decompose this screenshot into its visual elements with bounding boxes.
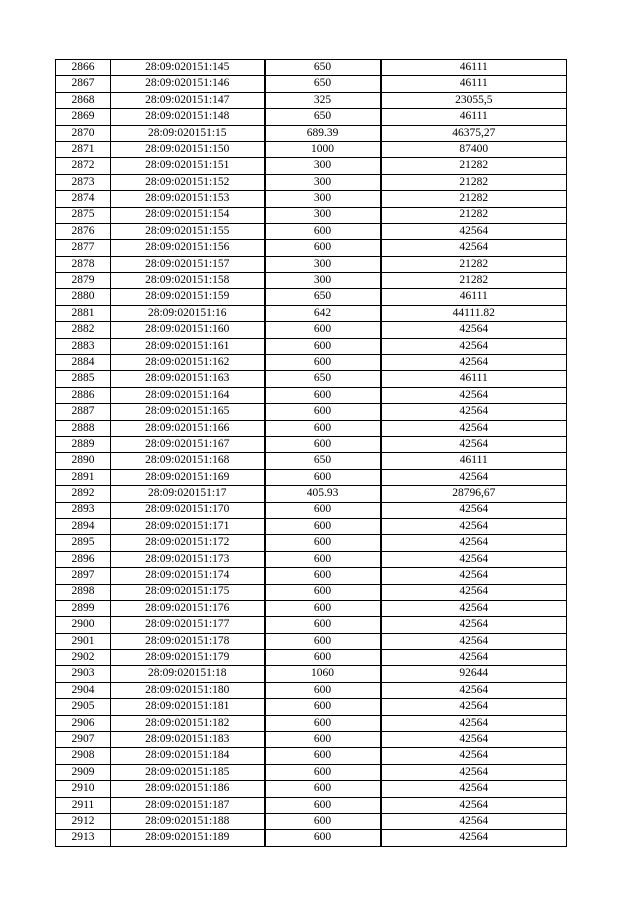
row-number-cell: 2898 [56,584,111,600]
row-number-cell: 2907 [56,732,111,748]
row-number-cell: 2874 [56,191,111,207]
table-row [56,191,567,207]
value-cell: 42564 [381,781,567,797]
area-cell: 600 [265,650,381,666]
cadastral-number-cell: 28:09:020151:166 [111,420,265,436]
row-number-cell: 2909 [56,764,111,780]
row-number-cell: 2912 [56,813,111,829]
value-cell: 42564 [381,518,567,534]
row-number-cell: 2913 [56,830,111,846]
cadastral-number-cell: 28:09:020151:186 [111,781,265,797]
value-cell: 46111 [381,76,567,92]
value-cell: 42564 [381,748,567,764]
area-cell: 600 [265,223,381,239]
value-cell: 42564 [381,469,567,485]
area-cell: 600 [265,584,381,600]
area-cell: 325 [265,92,381,108]
cadastral-number-cell: 28:09:020151:179 [111,650,265,666]
row-number-cell: 2903 [56,666,111,682]
table-row [56,404,567,420]
area-cell: 600 [265,420,381,436]
value-cell: 42564 [381,715,567,731]
cadastral-number-cell: 28:09:020151:188 [111,813,265,829]
cadastral-number-cell: 28:09:020151:159 [111,289,265,305]
table-row [56,813,567,829]
table-row [56,125,567,141]
table-row [56,174,567,190]
area-cell: 600 [265,502,381,518]
cadastral-number-cell: 28:09:020151:177 [111,617,265,633]
row-number-cell: 2866 [56,60,111,76]
area-cell: 1060 [265,666,381,682]
row-number-cell: 2888 [56,420,111,436]
value-cell: 87400 [381,141,567,157]
row-number-cell: 2872 [56,158,111,174]
row-number-cell: 2883 [56,338,111,354]
table-row [56,551,567,567]
cadastral-number-cell: 28:09:020151:157 [111,256,265,272]
value-cell: 42564 [381,338,567,354]
value-cell: 21282 [381,174,567,190]
row-number-cell: 2875 [56,207,111,223]
cadastral-number-cell: 28:09:020151:16 [111,305,265,321]
table-row [56,830,567,846]
cadastral-number-cell: 28:09:020151:17 [111,486,265,502]
cadastral-number-cell: 28:09:020151:168 [111,453,265,469]
value-cell: 42564 [381,404,567,420]
cadastral-number-cell: 28:09:020151:15 [111,125,265,141]
row-number-cell: 2894 [56,518,111,534]
value-cell: 42564 [381,551,567,567]
value-cell: 42564 [381,813,567,829]
cadastral-number-cell: 28:09:020151:145 [111,60,265,76]
row-number-cell: 2890 [56,453,111,469]
area-cell: 600 [265,518,381,534]
cadastral-number-cell: 28:09:020151:152 [111,174,265,190]
value-cell: 42564 [381,699,567,715]
value-cell: 42564 [381,617,567,633]
table-row [56,469,567,485]
area-cell: 600 [265,617,381,633]
table-row [56,76,567,92]
table-row [56,715,567,731]
table-row [56,732,567,748]
row-number-cell: 2880 [56,289,111,305]
cadastral-number-cell: 28:09:020151:148 [111,109,265,125]
row-number-cell: 2901 [56,633,111,649]
table-row [56,748,567,764]
row-number-cell: 2876 [56,223,111,239]
cadastral-number-cell: 28:09:020151:178 [111,633,265,649]
value-cell: 42564 [381,535,567,551]
cadastral-number-cell: 28:09:020151:160 [111,322,265,338]
table-row [56,453,567,469]
table-row [56,60,567,76]
cadastral-number-cell: 28:09:020151:158 [111,273,265,289]
row-number-cell: 2906 [56,715,111,731]
area-cell: 600 [265,551,381,567]
value-cell: 92644 [381,666,567,682]
area-cell: 300 [265,256,381,272]
value-cell: 42564 [381,797,567,813]
area-cell: 650 [265,76,381,92]
value-cell: 42564 [381,223,567,239]
value-cell: 42564 [381,420,567,436]
table-row [56,486,567,502]
table-row [56,568,567,584]
table-row [56,650,567,666]
table-row [56,764,567,780]
cadastral-number-cell: 28:09:020151:173 [111,551,265,567]
row-number-cell: 2889 [56,436,111,452]
area-cell: 300 [265,273,381,289]
value-cell: 42564 [381,732,567,748]
table-row [56,273,567,289]
table-row [56,420,567,436]
value-cell: 42564 [381,633,567,649]
value-cell: 42564 [381,387,567,403]
value-cell: 21282 [381,158,567,174]
area-cell: 405.93 [265,486,381,502]
parcel-table [55,59,567,847]
area-cell: 600 [265,813,381,829]
cadastral-number-cell: 28:09:020151:181 [111,699,265,715]
cadastral-number-cell: 28:09:020151:151 [111,158,265,174]
value-cell: 28796,67 [381,486,567,502]
area-cell: 300 [265,158,381,174]
area-cell: 600 [265,715,381,731]
area-cell: 650 [265,109,381,125]
cadastral-number-cell: 28:09:020151:169 [111,469,265,485]
value-cell: 42564 [381,502,567,518]
row-number-cell: 2893 [56,502,111,518]
area-cell: 600 [265,387,381,403]
area-cell: 600 [265,322,381,338]
area-cell: 300 [265,174,381,190]
cadastral-number-cell: 28:09:020151:146 [111,76,265,92]
cadastral-number-cell: 28:09:020151:175 [111,584,265,600]
cadastral-number-cell: 28:09:020151:147 [111,92,265,108]
table-row [56,535,567,551]
table-row [56,92,567,108]
cadastral-number-cell: 28:09:020151:156 [111,240,265,256]
value-cell: 23055,5 [381,92,567,108]
row-number-cell: 2885 [56,371,111,387]
value-cell: 44111.82 [381,305,567,321]
area-cell: 600 [265,568,381,584]
row-number-cell: 2892 [56,486,111,502]
area-cell: 600 [265,338,381,354]
row-number-cell: 2900 [56,617,111,633]
row-number-cell: 2887 [56,404,111,420]
cadastral-number-cell: 28:09:020151:150 [111,141,265,157]
table-row [56,387,567,403]
row-number-cell: 2902 [56,650,111,666]
area-cell: 689.39 [265,125,381,141]
area-cell: 300 [265,191,381,207]
cadastral-number-cell: 28:09:020151:163 [111,371,265,387]
row-number-cell: 2897 [56,568,111,584]
table-row [56,322,567,338]
cadastral-number-cell: 28:09:020151:153 [111,191,265,207]
area-cell: 600 [265,404,381,420]
table-row [56,355,567,371]
parcel-table-body [56,60,567,847]
table-row [56,289,567,305]
table-row [56,518,567,534]
area-cell: 600 [265,699,381,715]
row-number-cell: 2879 [56,273,111,289]
row-number-cell: 2871 [56,141,111,157]
table-row [56,617,567,633]
row-number-cell: 2869 [56,109,111,125]
area-cell: 600 [265,633,381,649]
cadastral-number-cell: 28:09:020151:172 [111,535,265,551]
area-cell: 600 [265,732,381,748]
value-cell: 46111 [381,109,567,125]
table-row [56,158,567,174]
table-row [56,682,567,698]
value-cell: 21282 [381,191,567,207]
area-cell: 600 [265,830,381,846]
row-number-cell: 2873 [56,174,111,190]
cadastral-number-cell: 28:09:020151:182 [111,715,265,731]
value-cell: 46375,27 [381,125,567,141]
area-cell: 600 [265,469,381,485]
value-cell: 42564 [381,682,567,698]
value-cell: 42564 [381,355,567,371]
value-cell: 42564 [381,650,567,666]
cadastral-number-cell: 28:09:020151:162 [111,355,265,371]
row-number-cell: 2891 [56,469,111,485]
table-row [56,338,567,354]
cadastral-number-cell: 28:09:020151:164 [111,387,265,403]
area-cell: 600 [265,240,381,256]
table-row [56,633,567,649]
row-number-cell: 2910 [56,781,111,797]
row-number-cell: 2877 [56,240,111,256]
area-cell: 650 [265,60,381,76]
value-cell: 21282 [381,256,567,272]
cadastral-number-cell: 28:09:020151:161 [111,338,265,354]
row-number-cell: 2911 [56,797,111,813]
row-number-cell: 2908 [56,748,111,764]
row-number-cell: 2886 [56,387,111,403]
row-number-cell: 2881 [56,305,111,321]
cadastral-number-cell: 28:09:020151:165 [111,404,265,420]
table-row [56,223,567,239]
row-number-cell: 2878 [56,256,111,272]
value-cell: 46111 [381,60,567,76]
table-row [56,600,567,616]
value-cell: 46111 [381,289,567,305]
value-cell: 42564 [381,764,567,780]
area-cell: 600 [265,600,381,616]
value-cell: 42564 [381,600,567,616]
area-cell: 300 [265,207,381,223]
area-cell: 600 [265,436,381,452]
row-number-cell: 2904 [56,682,111,698]
table-row [56,502,567,518]
row-number-cell: 2905 [56,699,111,715]
cadastral-number-cell: 28:09:020151:183 [111,732,265,748]
area-cell: 600 [265,355,381,371]
row-number-cell: 2882 [56,322,111,338]
area-cell: 600 [265,748,381,764]
cadastral-number-cell: 28:09:020151:155 [111,223,265,239]
row-number-cell: 2896 [56,551,111,567]
area-cell: 642 [265,305,381,321]
cadastral-number-cell: 28:09:020151:171 [111,518,265,534]
cadastral-number-cell: 28:09:020151:18 [111,666,265,682]
area-cell: 650 [265,453,381,469]
row-number-cell: 2884 [56,355,111,371]
table-row [56,436,567,452]
cadastral-number-cell: 28:09:020151:180 [111,682,265,698]
row-number-cell: 2868 [56,92,111,108]
value-cell: 46111 [381,371,567,387]
row-number-cell: 2867 [56,76,111,92]
table-row [56,797,567,813]
cadastral-number-cell: 28:09:020151:187 [111,797,265,813]
cadastral-number-cell: 28:09:020151:185 [111,764,265,780]
area-cell: 650 [265,289,381,305]
cadastral-number-cell: 28:09:020151:176 [111,600,265,616]
row-number-cell: 2899 [56,600,111,616]
area-cell: 1000 [265,141,381,157]
row-number-cell: 2895 [56,535,111,551]
cadastral-number-cell: 28:09:020151:154 [111,207,265,223]
area-cell: 600 [265,797,381,813]
table-row [56,240,567,256]
value-cell: 42564 [381,568,567,584]
row-number-cell: 2870 [56,125,111,141]
value-cell: 42564 [381,240,567,256]
area-cell: 600 [265,781,381,797]
value-cell: 21282 [381,207,567,223]
cadastral-number-cell: 28:09:020151:174 [111,568,265,584]
value-cell: 42564 [381,584,567,600]
table-row [56,141,567,157]
table-row [56,256,567,272]
cadastral-number-cell: 28:09:020151:167 [111,436,265,452]
table-row [56,781,567,797]
area-cell: 600 [265,682,381,698]
table-row [56,666,567,682]
table-row [56,584,567,600]
table-row [56,207,567,223]
table-row [56,699,567,715]
value-cell: 42564 [381,830,567,846]
value-cell: 42564 [381,436,567,452]
cadastral-number-cell: 28:09:020151:184 [111,748,265,764]
table-row [56,371,567,387]
table-row [56,109,567,125]
area-cell: 650 [265,371,381,387]
value-cell: 46111 [381,453,567,469]
area-cell: 600 [265,535,381,551]
area-cell: 600 [265,764,381,780]
table-row [56,305,567,321]
cadastral-number-cell: 28:09:020151:170 [111,502,265,518]
value-cell: 42564 [381,322,567,338]
value-cell: 21282 [381,273,567,289]
cadastral-number-cell: 28:09:020151:189 [111,830,265,846]
